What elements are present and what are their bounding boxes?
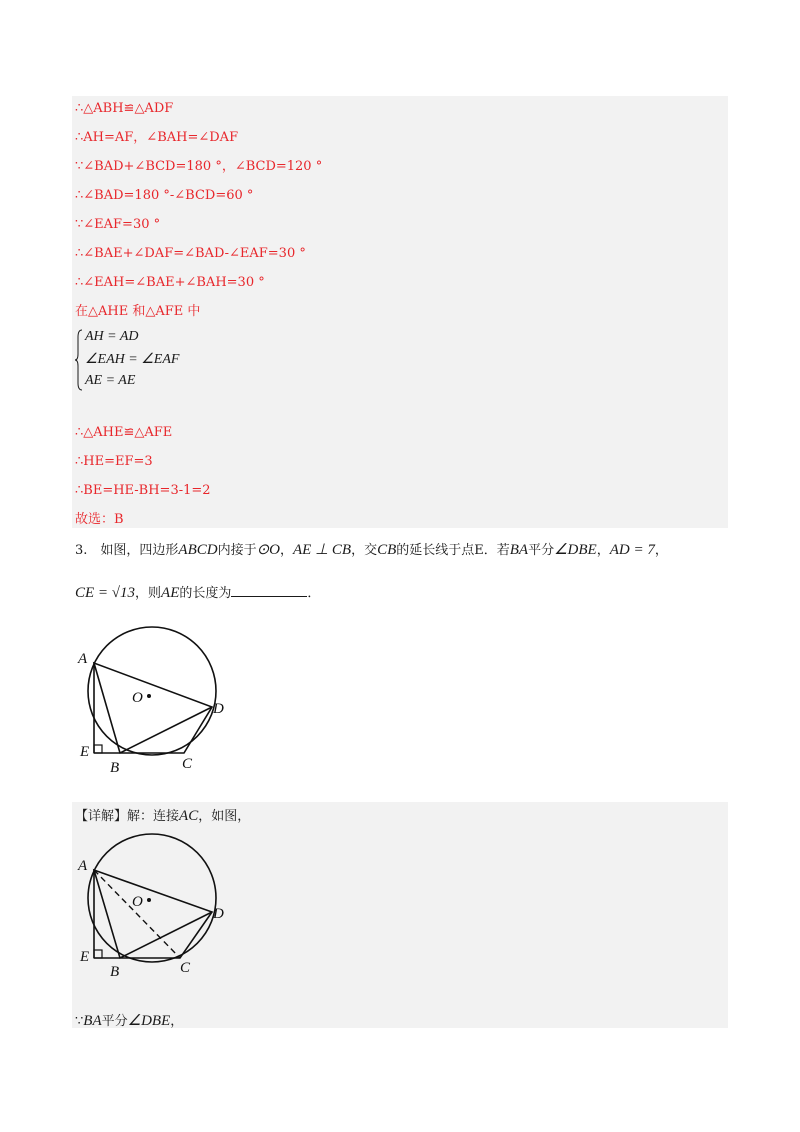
label-e: E [80,949,90,965]
question-line-1 [75,539,668,559]
punct: ， [596,543,610,558]
label-b: B [110,964,120,980]
equation-system [75,329,235,393]
answer-line: 故选：B [75,512,124,527]
math-ba: BA [509,542,529,558]
solution-line: ∵∠BAD+∠BCD=180 °，∠BCD=120 ° [75,159,323,174]
punct: ， [654,543,668,558]
detail-text: ，如图， [198,809,251,824]
solution-line: ∴BE=HE-BH=3-1=2 [75,483,211,498]
because-line [75,1010,183,1030]
right-angle-mark [94,950,102,958]
label-d: D [213,701,224,717]
detail-bracket: 【详解】 [75,809,128,824]
equation-row: AE = AE [85,373,136,388]
detail-text: 解：连接 [127,809,180,824]
math-ad: AD = 7 [609,542,655,558]
math-angle: ∠DBE [554,542,597,558]
because-symbol: ∵ [75,1014,84,1029]
punct: ， [170,1014,184,1029]
answer-blank [231,584,307,597]
question-number: 3. 如图，四边形 [75,543,179,558]
label-a: A [78,651,88,667]
question-text: 平分 [528,543,555,558]
label-c: C [180,960,191,976]
punct: ， [280,543,294,558]
because-text: 平分 [101,1014,128,1029]
solution-figure [72,832,232,982]
label-c: C [182,756,193,772]
circle-o [88,627,216,755]
question-line-2 [75,582,320,602]
math-circle: ⊙O [256,542,280,558]
math-cb: CB [377,542,397,558]
solution-line: ∴∠EAH=∠BAE+∠BAH=30 ° [75,275,265,290]
math-ce: CE = √13 [75,585,136,601]
quad-abcd [94,870,212,958]
math-ae: AE [161,585,180,601]
label-e: E [80,744,90,760]
solution-line: ∴HE=EF=3 [75,454,153,469]
question-text: 的延长线于点E．若 [396,543,510,558]
math-ac: AC [179,808,199,824]
solution-line: ∴∠BAD=180 °-∠BCD=60 ° [75,188,254,203]
equation-row: ∠EAH = ∠EAF [85,352,180,367]
label-b: B [110,760,120,775]
punct: ． [307,586,321,601]
math-angle: ∠DBE [127,1013,171,1029]
question-text: 的长度为 [179,586,232,601]
solution-line: ∴AH=AF，∠BAH=∠DAF [75,130,239,145]
math-perp: AE ⊥ CB [293,542,352,558]
question-figure [72,625,232,775]
question-text: ，交 [351,543,378,558]
center-point [147,898,151,902]
center-point [147,694,151,698]
brace-icon [75,329,83,391]
detail-line [75,805,250,825]
math-quad: ABCD [178,542,218,558]
label-a: A [78,858,88,874]
question-text: ，则 [135,586,162,601]
question-text: 内接于 [217,543,257,558]
solution-line: ∵∠EAF=30 ° [75,217,161,232]
label-o: O [132,690,143,706]
solution-line: ∴△AHE≌△AFE [75,425,173,440]
solution-line: ∴△ABH≌△ADF [75,101,174,116]
segment-bd [120,912,212,958]
solution-line: ∴∠BAE+∠DAF=∠BAD-∠EAF=30 ° [75,246,306,261]
right-angle-mark [94,745,102,753]
label-d: D [213,906,224,922]
math-ba: BA [83,1013,102,1029]
label-o: O [132,894,143,910]
solution-line: 在△AHE 和△AFE 中 [75,304,201,319]
equation-row: AH = AD [85,329,139,344]
